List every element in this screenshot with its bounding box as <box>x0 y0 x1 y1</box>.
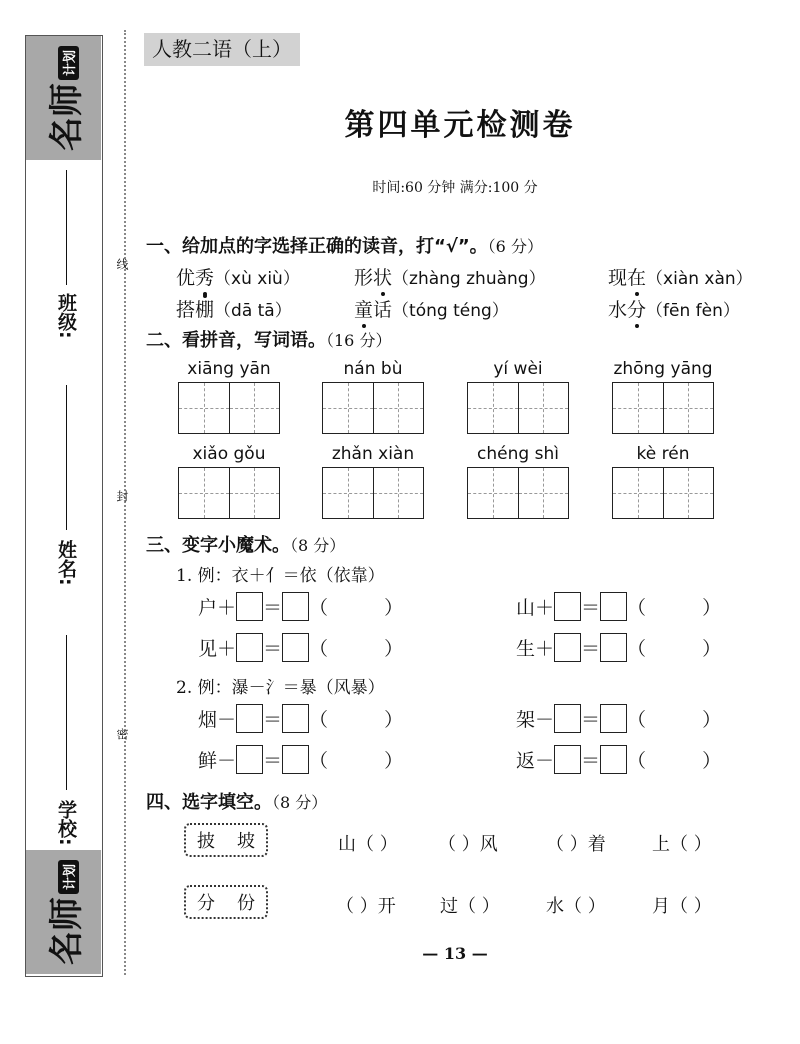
q3-add-row: 见 ＋ ＝ （ ） <box>198 633 403 662</box>
cut-mark-xian: 线 <box>115 258 129 270</box>
brand-logo-bottom: 名师计划 <box>26 850 101 974</box>
answer-box[interactable] <box>554 704 581 733</box>
q3-sub-row: 烟 － ＝ （ ） <box>198 704 403 733</box>
q4-heading: 四、选字填空。（8 分） <box>146 792 328 813</box>
cut-mark-mi: 密 <box>115 728 129 740</box>
q2-pinyin: zhōng yāng <box>613 359 713 379</box>
name-label: 姓名: <box>55 540 77 586</box>
school-label: 学校: <box>55 800 77 846</box>
fill-blank[interactable]: 水（ ） <box>546 896 606 917</box>
q1-item: 优秀（xù xiù） <box>176 267 300 289</box>
q1-item: 搭棚（dā tā） <box>176 299 292 321</box>
fill-blank[interactable]: 过（ ） <box>440 896 500 917</box>
q2-pinyin: xiāng yān <box>187 359 271 379</box>
answer-box[interactable] <box>236 745 263 774</box>
writing-grid[interactable] <box>612 382 714 434</box>
writing-grid[interactable] <box>467 382 569 434</box>
q2-pinyin: kè rén <box>636 444 690 464</box>
page-title: 第四单元检测卷 <box>344 108 576 143</box>
q2-pinyin: nán bù <box>343 359 403 379</box>
answer-box[interactable] <box>600 745 627 774</box>
answer-box[interactable] <box>236 633 263 662</box>
q1-item: 水分（fēn fèn） <box>608 299 740 321</box>
q3-add-row: 生 ＋ ＝ （ ） <box>516 633 721 662</box>
fill-blank[interactable]: 山（ ） <box>338 834 398 855</box>
answer-box[interactable] <box>282 704 309 733</box>
answer-box[interactable] <box>282 633 309 662</box>
fill-blank[interactable]: （ ）开 <box>336 896 396 917</box>
writing-grid[interactable] <box>178 382 280 434</box>
q2-heading: 二、看拼音，写词语。（16 分） <box>146 330 392 351</box>
answer-box[interactable] <box>600 704 627 733</box>
fill-blank[interactable]: （ ）风 <box>438 834 498 855</box>
grade-tag: 人教二语（上） <box>144 33 300 66</box>
q2-pinyin: chéng shì <box>477 444 559 464</box>
q3-sub-row: 鲜 － ＝ （ ） <box>198 745 403 774</box>
writing-grid[interactable] <box>612 467 714 519</box>
q2-pinyin: yí wèi <box>493 359 543 379</box>
cut-line <box>124 30 126 975</box>
q2-pinyin: xiǎo gǒu <box>192 444 266 464</box>
answer-box[interactable] <box>554 633 581 662</box>
q1-item: 童话（tóng téng） <box>354 299 509 321</box>
page-number: — 13 — <box>422 944 488 963</box>
word-choice-box: 分 份 <box>184 885 268 919</box>
school-underline <box>66 635 67 790</box>
exam-info: 时间:60 分钟 满分:100 分 <box>372 180 538 196</box>
q1-item: 形状（zhàng zhuàng） <box>354 267 546 289</box>
writing-grid[interactable] <box>322 382 424 434</box>
cut-mark-feng: 封 <box>115 490 129 502</box>
q3-add-row: 户 ＋ ＝ （ ） <box>198 592 403 621</box>
q1-item: 现在（xiàn xàn） <box>608 267 753 289</box>
answer-box[interactable] <box>600 592 627 621</box>
fill-blank[interactable]: 上（ ） <box>652 834 712 855</box>
answer-box[interactable] <box>554 745 581 774</box>
q3-add-row: 山 ＋ ＝ （ ） <box>516 592 721 621</box>
fill-blank[interactable]: 月（ ） <box>652 896 712 917</box>
q3-sub-row: 架 － ＝ （ ） <box>516 704 721 733</box>
fill-blank[interactable]: （ ）着 <box>546 834 606 855</box>
writing-grid[interactable] <box>178 467 280 519</box>
q3-example-2: 2. 例：瀑－氵＝暴（风暴） <box>176 678 385 698</box>
brand-logo-top: 名师计划 <box>26 36 101 160</box>
class-label: 班级: <box>55 293 77 339</box>
name-underline <box>66 385 67 530</box>
word-choice-box: 披 坡 <box>184 823 268 857</box>
answer-box[interactable] <box>554 592 581 621</box>
writing-grid[interactable] <box>322 467 424 519</box>
q3-sub-row: 返 － ＝ （ ） <box>516 745 721 774</box>
answer-box[interactable] <box>236 592 263 621</box>
q1-heading: 一、给加点的字选择正确的读音，打“√”。（6 分） <box>146 236 543 257</box>
writing-grid[interactable] <box>467 467 569 519</box>
answer-box[interactable] <box>236 704 263 733</box>
q3-example-1: 1. 例：衣＋亻＝依（依靠） <box>176 566 385 586</box>
answer-box[interactable] <box>282 592 309 621</box>
answer-box[interactable] <box>600 633 627 662</box>
q2-pinyin: zhǎn xiàn <box>331 444 415 464</box>
answer-box[interactable] <box>282 745 309 774</box>
q3-heading: 三、变字小魔术。（8 分） <box>146 535 346 556</box>
